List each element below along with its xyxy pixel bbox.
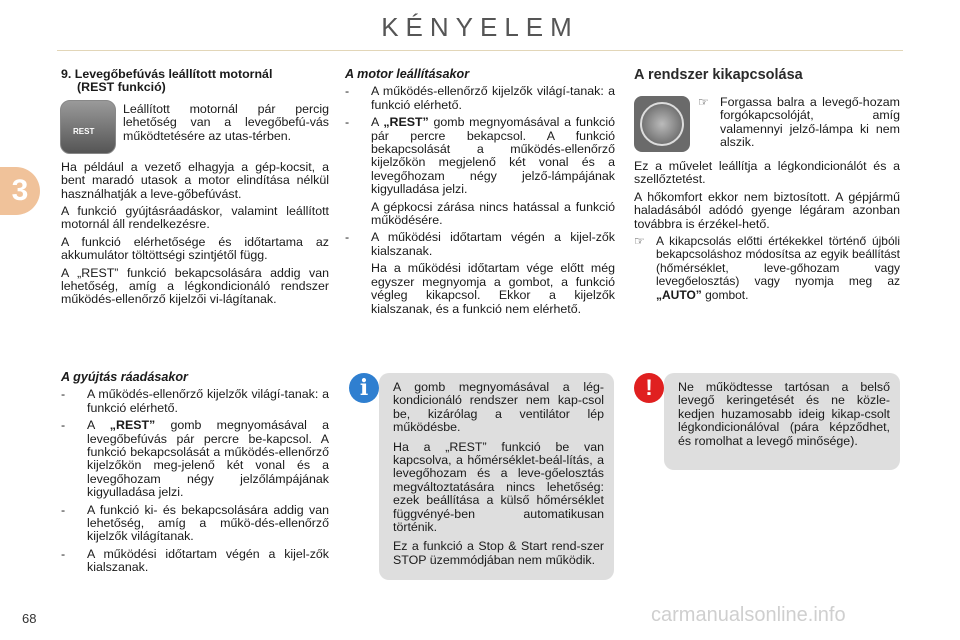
list-item: - A működési időtartam végén a kijel-zők kialszanak.: [345, 230, 615, 258]
shutdown-text: Ez a művelet leállítja a légkondicionálót és a szellőztetést. A hőkomfort ekkor nem biztosított. A gépjármű haladásából adódó gyenge légáram azonban továbbra is érzékel-hető. ☞ A kikapcsolás előtti értékekkel történő újbóli bekapcsoláshoz módosítsa az egyik beállítást (hőmérséklet, leve-gőhozam vagy levegőelosztás) vagy nyomja meg az „AUTO” gombot.: [634, 159, 900, 302]
paragraph-4: A „REST” funkció bekapcsolására addig van lehetőség, amíg a légkondicionáló rendszer működés-ellenőrző kijelzői vi-lágítanak.: [61, 265, 329, 307]
list-item: - A működés-ellenőrző kijelzők világí-tanak: a funkció elérhető.: [61, 387, 329, 415]
paragraph-2: A funkció gyújtásráadáskor, valamint leállított motornál áll rendelkezésre.: [61, 204, 329, 232]
warning-box: Ne működtesse tartósan a belső levegő keringetését és ne közle-kedjen huzamosabb ideig kikap-csolt légkondicionálóval (pára képződhet, és romolhat a levegő minősége).: [664, 373, 900, 470]
rest-button-label: REST: [73, 127, 95, 136]
chapter-tab: [0, 167, 40, 215]
shutdown-heading: A rendszer kikapcsolása: [634, 67, 803, 83]
list-item: - A „REST” gomb megnyomásával a levegőbefúvás pár percre be-kapcsol. A funkció bekapcsolását a működés-ellenőrző kijelzőkön meg-jelenő két vonal és a levegőhozam négy jelzőlámpájának kigyulladása jelzi.: [61, 418, 329, 500]
airflow-dial-icon: [634, 96, 690, 152]
info-icon: i: [349, 373, 379, 403]
rest-button-icon: [60, 100, 116, 154]
list-item: - A „REST” gomb megnyomásával a funkció pár percre bekapcsol. A funkció bekapcsolását a működés-ellenőrző kijelzőkön megjelenő két vonal és a levegőhozam négy jelző-lámpájának kigyulladása jelzi.: [345, 115, 615, 197]
list-item: - A működési időtartam végén a kijel-zők kialszanak.: [61, 546, 329, 575]
header-divider: [57, 50, 903, 51]
chapter-number: 3: [11, 174, 29, 207]
ignition-heading: A gyújtás ráadásakor: [61, 370, 188, 384]
section-heading: Levegőbefúvás leállított motornál: [74, 67, 273, 81]
section-heading-line2: (REST funkció): [77, 80, 166, 95]
shutdown-p2: A hőkomfort ekkor nem biztosított. A gépjármű haladásából adódó gyenge légáram azonban továbbra is érzékel-hető.: [634, 189, 900, 231]
ignition-list: [61, 388, 329, 574]
page-title: KÉNYELEM: [381, 12, 579, 42]
info-box: A gomb megnyomásával a lég-kondicionáló rendszer nem kap-csol be, kizárólag a ventilátor lép működésbe. Ha a „REST” funkció be van kapcsolva, a hőmérséklet-beál-lítás, a levegőhozam és a leve-gőelosztás megváltoztatására nincs lehetőség: ezek beállítása a külső hőmérséklet függvényé-ben automatikusan történik. Ez a funkció a Stop & Start rend-szer STOP üzemmódjában nem működik.: [379, 373, 614, 580]
warning-icon: !: [634, 373, 664, 403]
list-subtext: Ha a működési időtartam vége előtt még egyszer megnyomja a gombot, a funkció végleg kikapcsol. Ekkor a kijelzők kialszanak, és a funkció nem elérhető.: [371, 261, 615, 316]
rest-intro: Leállított motornál pár percig lehetőség van a levegőbefú-vás működtetésére az utas-térben.: [123, 101, 329, 143]
list-item: - A működés-ellenőrző kijelzők világí-tanak: a funkció elérhető.: [345, 84, 615, 112]
column-2: [345, 68, 615, 320]
page-number: 68: [22, 611, 37, 626]
shutdown-instruction: ☞ Forgassa balra a levegő-hozam forgókapcsolóját, amíg valamennyi jelző-lámpa ki nem alszik.: [698, 95, 900, 150]
pointing-finger-icon: ☞: [698, 95, 709, 109]
section-number: 9.: [61, 67, 72, 81]
ignition-section: [61, 371, 329, 579]
watermark: carmanualsonline.info: [651, 604, 846, 626]
engine-stop-heading: A motor leállításakor: [345, 67, 470, 81]
list-item: - A funkció ki- és bekapcsolására addig van lehetőség, amíg a műkö-dés-ellenőrző kijelzők világítanak.: [61, 502, 329, 544]
list-subtext: A gépkocsi zárása nincs hatással a funkció működésére.: [371, 199, 615, 228]
paragraph-3: A funkció elérhetősége és időtartama az akkumulátor töltöttségi szintjétől függ.: [61, 234, 329, 263]
paragraph-1: Ha például a vezető elhagyja a gép-kocsit, a bent maradó utasok a motor elindítása nélkül használhatják a leve-gőbefúvást.: [61, 159, 329, 201]
shutdown-p1: Ez a művelet leállítja a légkondicionálót és a szellőztetést.: [634, 159, 900, 187]
pointing-finger-icon: ☞: [634, 234, 645, 249]
